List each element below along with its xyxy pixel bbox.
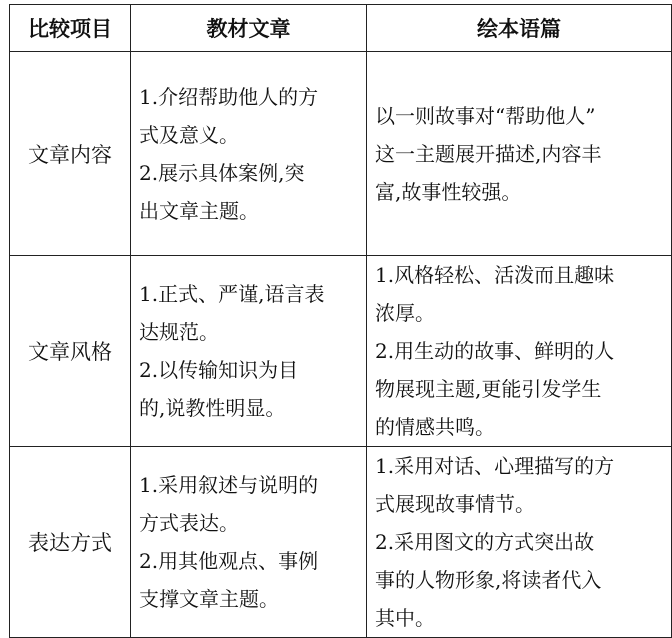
comparison-table bbox=[9, 4, 672, 638]
cell-line: 这一主题展开描述,内容丰 bbox=[375, 141, 602, 166]
cell-line: 1.采用对话、心理描写的方 bbox=[375, 454, 615, 478]
cell-line: 2.展示具体案例,突 bbox=[139, 160, 305, 185]
cell-line: 式展现故事情节。 bbox=[375, 492, 535, 516]
picturebook-cell bbox=[367, 256, 672, 447]
cell-line: 的情感共鸣。 bbox=[375, 415, 495, 439]
table-row bbox=[10, 256, 672, 447]
textbook-cell bbox=[131, 52, 367, 256]
cell-line: 支撑文章主题。 bbox=[139, 587, 279, 611]
cell-line: 2.用其他观点、事例 bbox=[139, 549, 319, 573]
header-row bbox=[10, 5, 672, 52]
cell-line: 2.以传输知识为目 bbox=[139, 358, 299, 382]
cell-line: 达规范。 bbox=[139, 320, 219, 344]
header-comparison-item: 比较项目 bbox=[10, 5, 131, 52]
cell-line: 1.采用叙述与说明的 bbox=[139, 473, 319, 497]
cell-line: 2.用生动的故事、鲜明的人 bbox=[375, 339, 615, 363]
cell-line: 浓厚。 bbox=[375, 301, 435, 325]
cell-line: 的,说教性明显。 bbox=[139, 396, 286, 420]
picturebook-cell bbox=[367, 52, 672, 256]
cell-line: 方式表达。 bbox=[139, 511, 239, 535]
header-picture-book: 绘本语篇 bbox=[367, 5, 672, 52]
cell-line: 1.风格轻松、活泼而且趣味 bbox=[375, 263, 615, 287]
row-item-label: 文章内容 bbox=[10, 52, 131, 256]
cell-line: 富,故事性较强。 bbox=[375, 179, 522, 204]
table-row bbox=[10, 52, 672, 256]
cell-line: 1.介绍帮助他人的方 bbox=[139, 84, 319, 109]
cell-line: 出文章主题。 bbox=[139, 198, 259, 223]
cell-line: 以一则故事对“帮助他人” bbox=[375, 103, 596, 128]
cell-line: 1.正式、严谨,语言表 bbox=[139, 282, 325, 306]
cell-line: 事的人物形象,将读者代入 bbox=[375, 568, 602, 592]
textbook-cell bbox=[131, 447, 367, 638]
table-row bbox=[10, 447, 672, 638]
textbook-cell bbox=[131, 256, 367, 447]
row-item-label: 文章风格 bbox=[10, 256, 131, 447]
cell-line: 2.采用图文的方式突出故 bbox=[375, 530, 595, 554]
header-textbook-article: 教材文章 bbox=[131, 5, 367, 52]
cell-line: 其中。 bbox=[375, 606, 435, 630]
cell-line: 物展现主题,更能引发学生 bbox=[375, 377, 602, 401]
row-item-label: 表达方式 bbox=[10, 447, 131, 638]
picturebook-cell bbox=[367, 447, 672, 638]
cell-line: 式及意义。 bbox=[139, 122, 239, 147]
